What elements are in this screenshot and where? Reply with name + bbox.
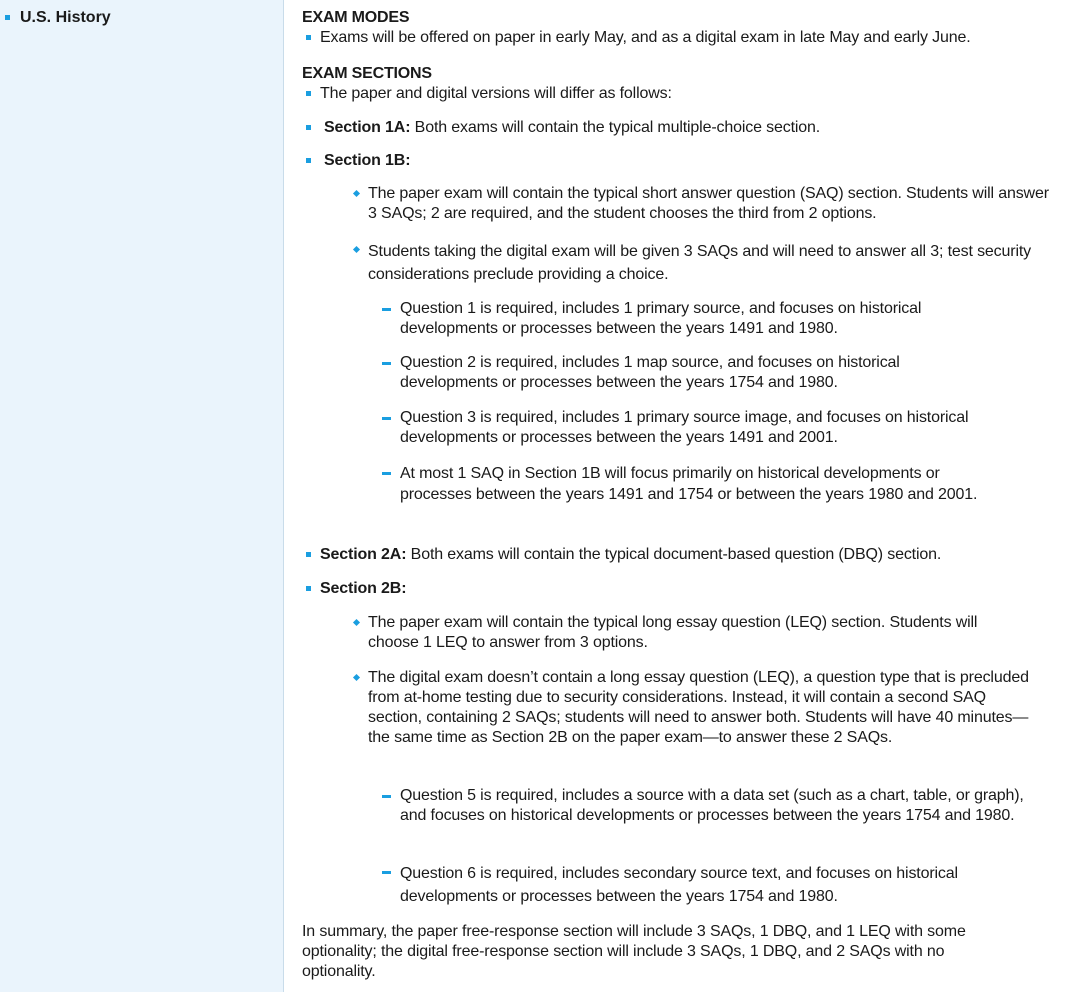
section-1b-question-2	[382, 353, 1042, 393]
section-2a-item	[306, 545, 1058, 565]
exam-sections-intro	[306, 84, 1058, 104]
section-1a-text: Both exams will contain the typical multiple-choice section.	[414, 119, 821, 136]
bullet-text	[320, 545, 941, 565]
dash-bullet-icon	[382, 472, 391, 475]
section-2b-question-5	[382, 786, 1042, 826]
bullet-text: Question 1 is required, includes 1 primary source, and focuses on historical developments or processes between the years 1491 and 1980.	[400, 300, 922, 337]
square-bullet-icon	[306, 552, 311, 557]
section-2b-label: Section 2B:	[320, 580, 407, 597]
exam-modes-bullet	[306, 28, 1058, 48]
bullet-text: The paper and digital versions will differ as follows:	[320, 85, 672, 102]
subject-item	[5, 8, 111, 27]
bullet-text: Question 6 is required, includes secondary source text, and focuses on historical developments or processes between the years 1754 and 1980.	[400, 865, 958, 905]
section-2a-text: Both exams will contain the typical document-based question (DBQ) section.	[410, 546, 942, 563]
square-bullet-icon	[5, 15, 10, 20]
subject-column	[0, 0, 284, 992]
bullet-text: At most 1 SAQ in Section 1B will focus primarily on historical developments or processes between the years 1491 and 1754 or between the years 1980 and 2001.	[400, 465, 978, 503]
bullet-text: Question 5 is required, includes a source with a data set (such as a chart, table, or graph), and focuses on historical developments or processes between the years 1754 and 1980.	[400, 787, 1024, 824]
dash-bullet-icon	[382, 871, 391, 874]
section-1a-item	[306, 118, 1058, 138]
section-2b-digital	[354, 668, 1054, 748]
bullet-text: Exams will be offered on paper in early May, and as a digital exam in late May and early June.	[320, 29, 971, 46]
bullet-text: Question 2 is required, includes 1 map source, and focuses on historical developments or processes between the years 1754 and 1980.	[400, 354, 900, 391]
bullet-text: Students taking the digital exam will be given 3 SAQs and will need to answer all 3; test security considerations preclude providing a choice.	[368, 243, 1031, 283]
square-bullet-icon	[306, 125, 311, 130]
square-bullet-icon	[306, 91, 311, 96]
dash-bullet-icon	[382, 308, 391, 311]
square-bullet-icon	[306, 586, 311, 591]
diamond-bullet-icon	[353, 619, 360, 626]
section-1b-question-3	[382, 408, 1042, 448]
section-1b-at-most	[382, 463, 1042, 505]
bullet-text: The paper exam will contain the typical long essay question (LEQ) section. Students will choose 1 LEQ to answer from 3 options.	[368, 614, 978, 651]
section-2b-item	[306, 579, 1058, 599]
diamond-bullet-icon	[353, 674, 360, 681]
bullet-text: Question 3 is required, includes 1 primary source image, and focuses on historical developments or processes between the years 1491 and 2001.	[400, 409, 969, 446]
section-2a-label: Section 2A:	[320, 546, 407, 563]
section-1b-digital	[354, 240, 1054, 286]
bullet-text: The paper exam will contain the typical short answer question (SAQ) section. Students will answer 3 SAQs; 2 are required, and the student chooses the third from 2 options.	[368, 185, 1049, 222]
summary-paragraph	[302, 922, 1014, 982]
bullet-text: The digital exam doesn’t contain a long essay question (LEQ), a question type that is precluded from at-home testing due to security considerations. Instead, it will contain a second SAQ section, containing 2 SAQs; students will need to answer both. Students will have 40 minutes—the same time as Section 2B on the paper exam—to answer these 2 SAQs.	[368, 669, 1029, 746]
dash-bullet-icon	[382, 362, 391, 365]
dash-bullet-icon	[382, 417, 391, 420]
subject-label: U.S. History	[20, 9, 111, 26]
square-bullet-icon	[306, 35, 311, 40]
section-2b-question-6	[382, 862, 1042, 908]
section-1b-label: Section 1B:	[324, 152, 411, 169]
bullet-text	[324, 118, 820, 138]
section-1a-label: Section 1A:	[324, 119, 411, 136]
square-bullet-icon	[306, 158, 311, 163]
section-1b-question-1	[382, 299, 1042, 339]
section-1b-item	[306, 151, 1058, 171]
exam-sections-heading: EXAM SECTIONS	[302, 65, 432, 82]
dash-bullet-icon	[382, 795, 391, 798]
diamond-bullet-icon	[353, 190, 360, 197]
exam-modes-heading: EXAM MODES	[302, 9, 410, 26]
summary-text: In summary, the paper free-response section will include 3 SAQs, 1 DBQ, and 1 LEQ with some optionality; the digital free-response section will include 3 SAQs, 1 DBQ, and 2 SAQs with no optionality.	[302, 923, 966, 980]
section-1b-paper	[354, 184, 1054, 224]
section-2b-paper	[354, 613, 1044, 653]
diamond-bullet-icon	[353, 246, 360, 253]
